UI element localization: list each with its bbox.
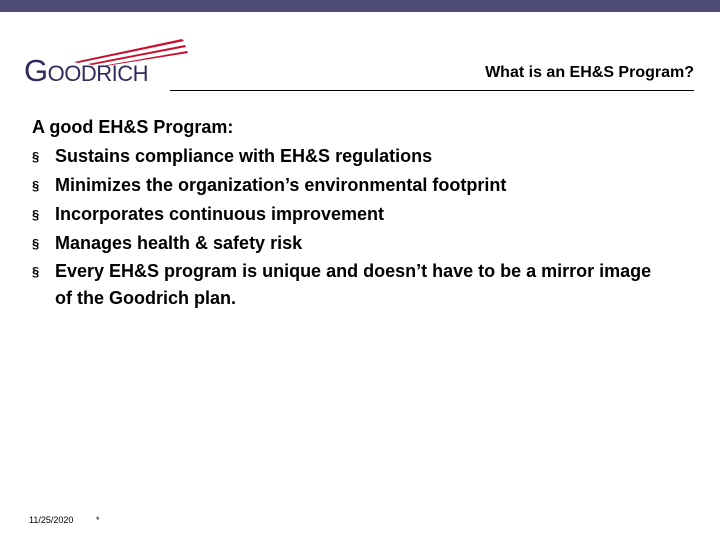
bullet-text: Sustains compliance with EH&S regulations — [55, 146, 433, 166]
slide-body — [32, 113, 672, 312]
goodrich-logo — [22, 36, 192, 88]
bullet-item — [32, 229, 672, 258]
bullet-item — [32, 142, 672, 171]
note-bullet-list — [32, 258, 672, 312]
bullet-item — [32, 200, 672, 229]
bullet-item — [32, 171, 672, 200]
intro-heading: A good EH&S Program: — [32, 117, 234, 137]
footer-page-number: * — [96, 515, 100, 525]
note-bullet-text: Every EH&S program is unique and doesn’t have to be a mirror image of the Goodrich plan. — [55, 261, 652, 308]
bullet-text: Manages health & safety risk — [55, 233, 303, 253]
slide-title: What is an EH&S Program? — [485, 64, 694, 81]
logo-wordmark: Goodrich — [24, 53, 149, 88]
title-divider — [170, 90, 694, 91]
bullet-glyph: § — [32, 207, 40, 222]
bullet-text: Incorporates continuous improvement — [55, 204, 385, 224]
note-bullet-item — [32, 258, 672, 312]
bullet-list — [32, 142, 672, 258]
bullet-glyph: § — [32, 236, 40, 251]
top-accent-bar — [0, 0, 720, 12]
bullet-glyph: § — [32, 149, 40, 164]
footer-date: 11/25/2020 — [29, 515, 74, 525]
bullet-glyph: § — [32, 178, 40, 193]
bullet-text: Minimizes the organization’s environmental footprint — [55, 175, 507, 195]
bullet-glyph: § — [32, 264, 40, 279]
